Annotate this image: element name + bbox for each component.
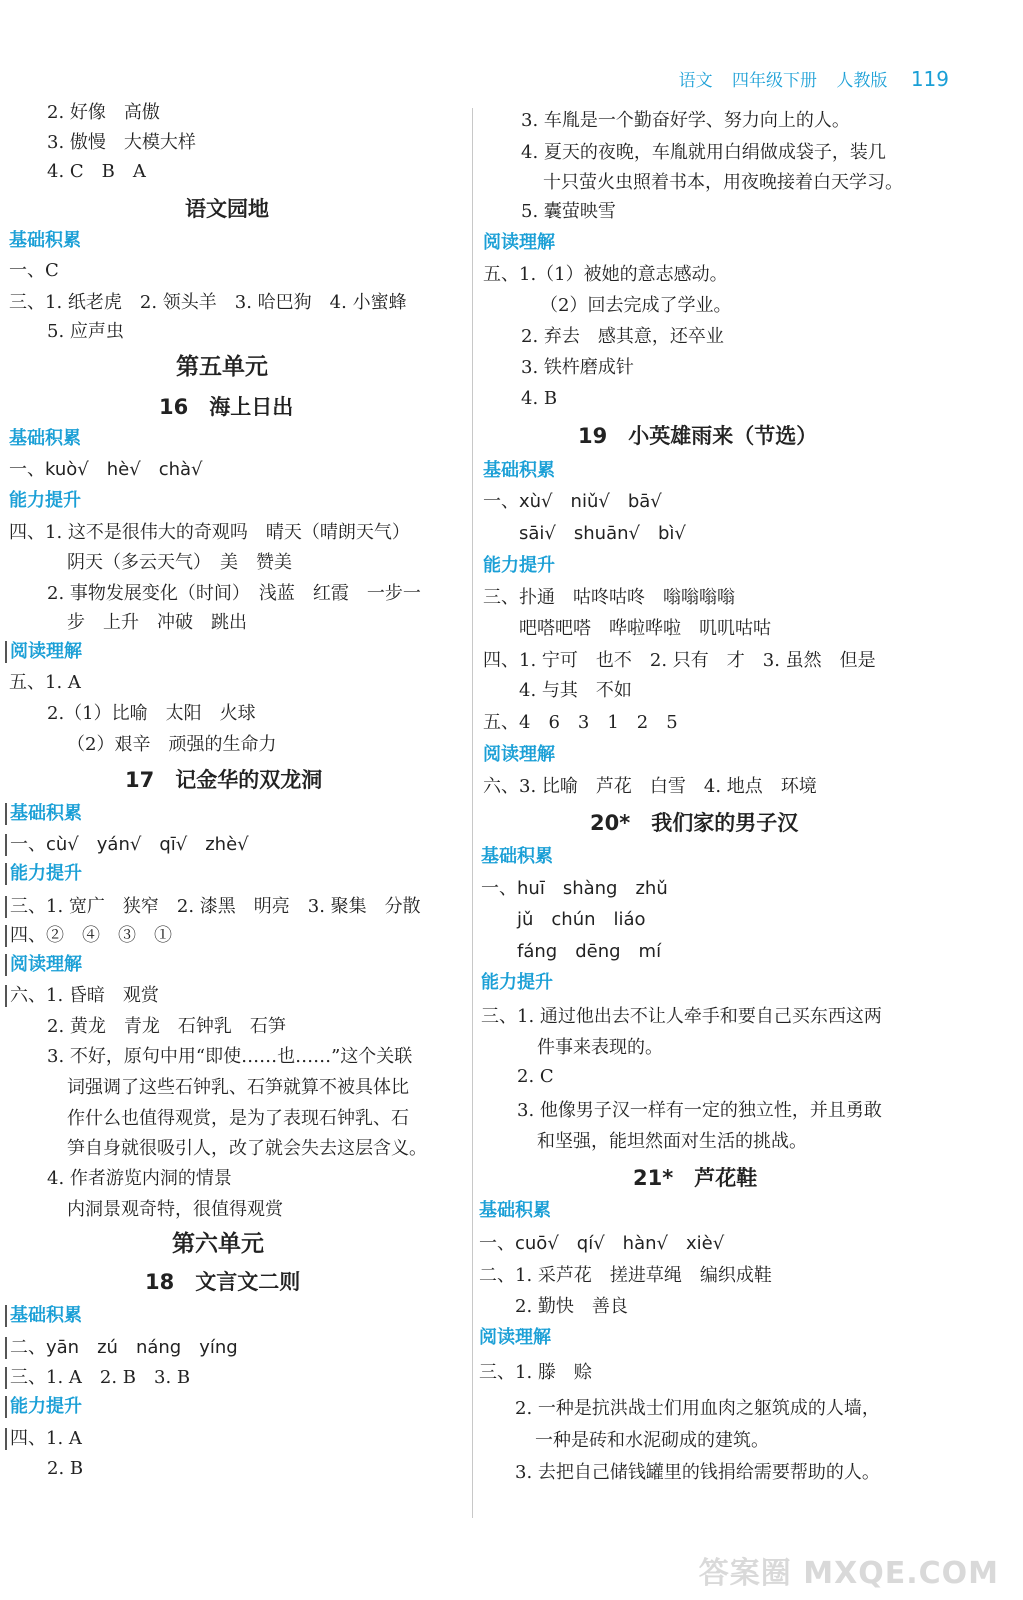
answer-line: 3. 去把自己储钱罐里的钱捐给需要帮助的人。 bbox=[515, 1462, 880, 1483]
header-edition: 人教版 bbox=[836, 71, 888, 91]
answer-line: 2. 一种是抗洪战士们用血肉之躯筑成的人墙， bbox=[515, 1398, 880, 1419]
answer-line: sāi√ shuān√ bì√ bbox=[519, 523, 686, 544]
page-header bbox=[665, 66, 949, 91]
section-label: 基础积累 bbox=[5, 1305, 82, 1327]
answer-line: 4. 夏天的夜晚，车胤就用白绢做成袋子，装几 bbox=[521, 142, 886, 163]
lesson-title: 17 记金华的双龙洞 bbox=[125, 768, 323, 792]
answer-line: （2）艰辛 顽强的生命力 bbox=[67, 734, 277, 755]
answer-line: 2. 黄龙 青龙 石钟乳 石笋 bbox=[47, 1016, 286, 1037]
answer-line: 吧嗒吧嗒 哗啦哗啦 叽叽咕咕 bbox=[519, 618, 771, 639]
answer-line: 3. 铁杵磨成针 bbox=[521, 357, 634, 378]
answer-line: 四、1. A bbox=[5, 1428, 82, 1450]
section-label: 阅读理解 bbox=[5, 954, 82, 976]
answer-line: 3. 傲慢 大模大样 bbox=[47, 132, 196, 153]
answer-line: 阴天（多云天气） 美 赞美 bbox=[67, 552, 292, 573]
answer-line: 一、cuō√ qí√ hàn√ xiè√ bbox=[479, 1233, 725, 1254]
answer-line: 2. 好像 高傲 bbox=[47, 102, 160, 123]
answer-line: 2. 弃去 感其意，还卒业 bbox=[521, 326, 724, 347]
answer-line: 2. B bbox=[47, 1458, 84, 1479]
watermark: 答案圈 MXQE.COM bbox=[698, 1556, 999, 1591]
section-label: 阅读理解 bbox=[483, 232, 555, 253]
answer-line: 五、1.（1）被她的意志感动。 bbox=[483, 264, 728, 285]
section-label: 基础积累 bbox=[479, 1200, 551, 1221]
section-label: 能力提升 bbox=[9, 490, 81, 511]
unit-title: 第五单元 bbox=[176, 354, 268, 380]
answer-line: 六、1. 昏暗 观赏 bbox=[5, 985, 159, 1007]
answer-line: 4. 与其 不如 bbox=[519, 680, 632, 701]
answer-line: 一、huī shàng zhǔ bbox=[481, 878, 668, 899]
answer-line: 和坚强，能坦然面对生活的挑战。 bbox=[537, 1131, 807, 1152]
answer-line: 三、1. 纸老虎 2. 领头羊 3. 哈巴狗 4. 小蜜蜂 bbox=[9, 292, 407, 313]
answer-line: 四、1. 这不是很伟大的奇观吗 晴天（晴朗天气） bbox=[9, 522, 410, 543]
lesson-title: 19 小英雄雨来（节选） bbox=[578, 424, 818, 448]
answer-line: 笋自身就很吸引人，改了就会失去这层含义。 bbox=[67, 1138, 427, 1159]
lesson-title: 20* 我们家的男子汉 bbox=[590, 811, 799, 835]
section-label: 基础积累 bbox=[483, 460, 555, 481]
section-label: 能力提升 bbox=[5, 1396, 82, 1418]
answer-line: 三、1. 宽广 狭窄 2. 漆黑 明亮 3. 聚集 分散 bbox=[5, 896, 421, 918]
answer-line: 一、xù√ niǔ√ bā√ bbox=[483, 491, 662, 512]
answer-line: 六、3. 比喻 芦花 白雪 4. 地点 环境 bbox=[483, 776, 817, 797]
header-subject: 语文 bbox=[678, 71, 713, 91]
answer-line: 3. 不好，原句中用“即使……也……”这个关联 bbox=[47, 1046, 413, 1067]
section-label: 能力提升 bbox=[483, 555, 555, 576]
section-label: 阅读理解 bbox=[483, 744, 555, 765]
lesson-title: 18 文言文二则 bbox=[145, 1270, 301, 1294]
answer-line: 件事来表现的。 bbox=[537, 1037, 663, 1058]
answer-line: 三、1. 滕 赊 bbox=[479, 1362, 592, 1383]
section-label: 阅读理解 bbox=[479, 1327, 551, 1348]
answer-line: 4. C B A bbox=[47, 161, 146, 182]
section-label: 基础积累 bbox=[9, 428, 81, 449]
section-label: 基础积累 bbox=[481, 846, 553, 867]
answer-line: 词强调了这些石钟乳、石笋就算不被具体比 bbox=[67, 1077, 409, 1098]
header-grade: 四年级下册 bbox=[732, 71, 817, 91]
answer-line: 2. 事物发展变化（时间） 浅蓝 红霞 一步一 bbox=[47, 583, 421, 604]
answer-line: 五、1. A bbox=[9, 672, 81, 693]
answer-line: （2）回去完成了学业。 bbox=[540, 295, 732, 316]
answer-line: fáng dēng mí bbox=[517, 941, 662, 962]
answer-line: 5. 应声虫 bbox=[47, 321, 124, 342]
lesson-title: 16 海上日出 bbox=[159, 395, 294, 419]
lesson-title: 21* 芦花鞋 bbox=[633, 1166, 758, 1190]
answer-line: 2. C bbox=[517, 1066, 554, 1087]
answer-line: 3. 车胤是一个勤奋好学、努力向上的人。 bbox=[521, 110, 850, 131]
section-title: 语文园地 bbox=[185, 197, 269, 221]
answer-line: 2. 勤快 善良 bbox=[515, 1296, 628, 1317]
section-label: 能力提升 bbox=[481, 972, 553, 993]
answer-line: 2.（1）比喻 太阳 火球 bbox=[47, 703, 256, 724]
answer-line: 三、1. 通过他出去不让人牵手和要自己买东西这两 bbox=[481, 1006, 882, 1027]
answer-line: 三、1. A 2. B 3. B bbox=[5, 1367, 190, 1389]
answer-line: 三、扑通 咕咚咕咚 嗡嗡嗡嗡 bbox=[483, 587, 735, 608]
answer-line: jǔ chún liáo bbox=[517, 909, 646, 930]
answer-line: 一、C bbox=[9, 260, 59, 281]
answer-line: 二、1. 采芦花 搓进草绳 编织成鞋 bbox=[479, 1265, 772, 1286]
answer-line: 3. 他像男子汉一样有一定的独立性，并且勇敢 bbox=[517, 1100, 882, 1121]
answer-line: 4. B bbox=[521, 388, 558, 409]
answer-line: 五、4 6 3 1 2 5 bbox=[483, 712, 678, 733]
answer-line: 四、② ④ ③ ① bbox=[5, 925, 172, 947]
answer-line: 步 上升 冲破 跳出 bbox=[67, 612, 247, 633]
unit-title: 第六单元 bbox=[172, 1231, 264, 1257]
section-label: 基础积累 bbox=[5, 803, 82, 825]
column-divider bbox=[472, 108, 473, 1518]
section-label: 基础积累 bbox=[9, 230, 81, 251]
page-number: 119 bbox=[910, 67, 949, 91]
section-label: 阅读理解 bbox=[5, 641, 82, 663]
answer-line: 一、cù√ yán√ qī√ zhè√ bbox=[5, 834, 249, 856]
answer-line: 4. 作者游览内洞的情景 bbox=[47, 1168, 232, 1189]
answer-line: 内洞景观奇特，很值得观赏 bbox=[67, 1199, 283, 1220]
answer-line: 一种是砖和水泥砌成的建筑。 bbox=[535, 1430, 769, 1451]
answer-line: 一、kuò√ hè√ chà√ bbox=[9, 459, 203, 480]
answer-line: 5. 囊萤映雪 bbox=[521, 201, 616, 222]
answer-line: 四、1. 宁可 也不 2. 只有 才 3. 虽然 但是 bbox=[483, 650, 876, 671]
answer-line: 十只萤火虫照着书本，用夜晚接着白天学习。 bbox=[543, 172, 903, 193]
answer-line: 二、yān zú náng yíng bbox=[5, 1337, 238, 1359]
answer-line: 作什么也值得观赏，是为了表现石钟乳、石 bbox=[67, 1108, 409, 1129]
section-label: 能力提升 bbox=[5, 863, 82, 885]
